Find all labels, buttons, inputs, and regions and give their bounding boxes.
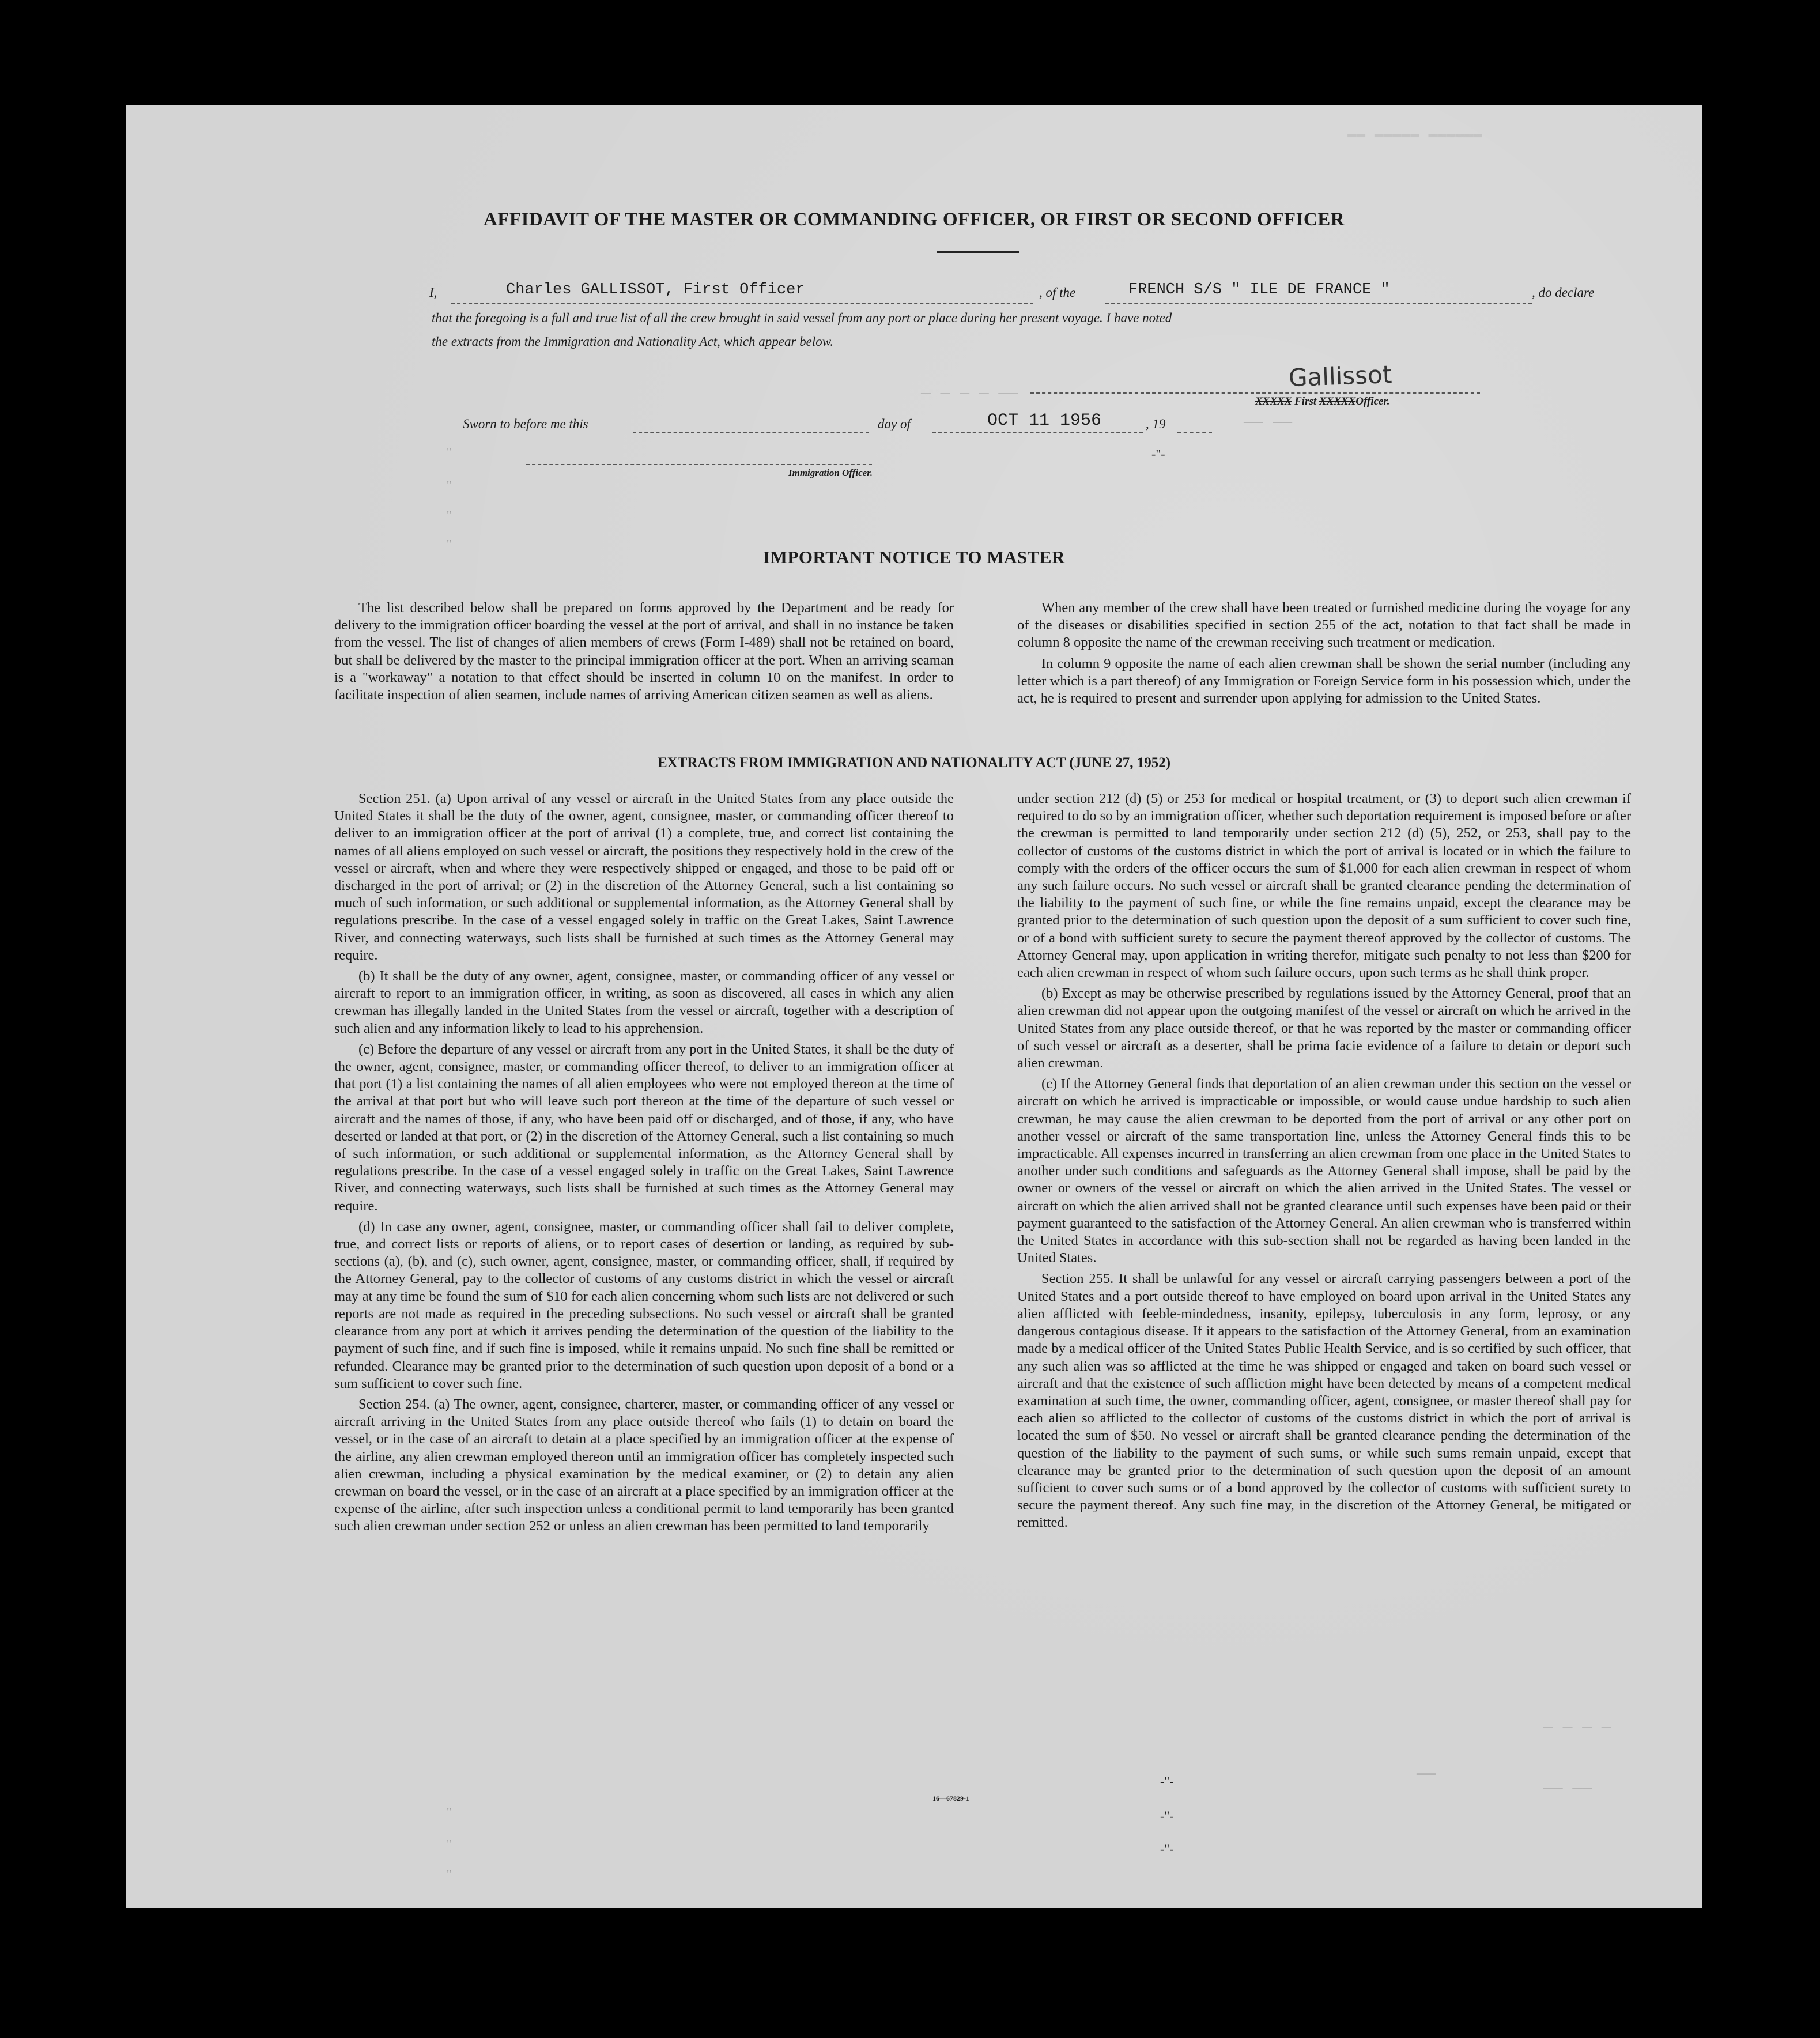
name-underline xyxy=(451,303,1033,304)
notice-left-column xyxy=(334,599,954,707)
act-paragraph: (b) It shall be the duty of any owner, agent, consignee, master, or commanding officer of any vessel or aircraft to report to an immigration officer, in writing, as soon as discovered, all cases in which any alien crewman has illegally landed in the United States from the vessel or aircraft, together with a description of such alien and any information likely to lead to his apprehension. xyxy=(334,968,954,1036)
sworn-date-line xyxy=(932,432,1143,433)
bleed-through-text: —— xyxy=(1417,1765,1436,1783)
notice-title: IMPORTANT NOTICE TO MASTER xyxy=(763,547,1065,567)
sworn-label: Sworn to before me this xyxy=(463,417,588,431)
vessel-name: FRENCH S/S " ILE DE FRANCE " xyxy=(1128,281,1390,299)
declarant-name: Charles GALLISSOT, First Officer xyxy=(506,281,805,299)
extracts-right-column xyxy=(1017,790,1631,1535)
act-paragraph: (c) If the Attorney General finds that deportation of an alien crewman under this section on the vessel or aircraft on which he arrived is impracticable or impossible, or would cause undue hardship to such alien crewman, he may cause the alien crewman to be deported from the port of arrival or any other port on another vessel or aircraft of the same transportation line, unless the Attorney General finds this to be impracticable. All expenses incurred in transferring an alien crewman from one place in the United States to another under such conditions and safeguards as the Attorney General shall impose, shall be paid by the owner or owners of the vessel or aircraft on which the alien arrived in the United States. The vessel or aircraft on which the alien arrived shall not be granted clearance until such expenses have been paid or their payment guaranteed to the satisfaction of the Attorney General. An alien crewman who is transferred within the United States in accordance with this sub-section shall not be regarded as having been landed in the United States. xyxy=(1017,1076,1631,1266)
vessel-underline xyxy=(1105,303,1532,304)
ditto-mark: " xyxy=(447,446,452,458)
immigration-officer-label: Immigration Officer. xyxy=(788,467,873,478)
act-paragraph: under section 212 (d) (5) or 253 for medical or hospital treatment, or (3) to deport such alien crewman if required to do so by an immigration officer, whether such deportation requirement is imposed before or after the crewman is permitted to land temporarily under section 212 (d) (5), 252, or 253, shall pay to the collector of customs of the customs district in which the port of arrival is located or in which the failure to comply with the orders of the officer occurs the sum of $1,000 for each alien crewman in respect of whom any such failure occurs. No such vessel or aircraft shall be granted clearance pending the determination of the liability to the payment of such fine, or while the fine remains unpaid, except the clearance may be granted prior to the determination of such question upon the deposit of a sum sufficient to cover such fine, or of a bond with sufficient surety to secure the payment thereof approved by the collector of customs. The Attorney General may, upon application in writing therefor, mitigate such penalty to not less than $200 for each alien crewman in respect of whom such failure occurs, upon such terms as he shall think proper. xyxy=(1017,791,1631,981)
ditto-mark: " xyxy=(447,479,452,492)
year-line xyxy=(1177,432,1212,433)
bleed-through-text: — — — — —— xyxy=(921,385,1018,403)
ditto-mark: " xyxy=(447,1868,452,1881)
declaration-line-2: that the foregoing is a full and true list of all the crew brought in said vessel from any port or place during her present voyage. I have noted xyxy=(432,311,1172,325)
ditto-mark: " xyxy=(447,538,452,550)
signature-line xyxy=(1030,392,1480,394)
act-paragraph: Section 251. (a) Upon arrival of any vessel or aircraft in the United States from any place outside the United States it shall be the duty of the owner, agent, consignee, master, or commanding officer thereof to deliver to an immigration officer at the port of arrival (1) a complete, true, and correct list containing the names of all aliens employed on such vessel or aircraft, the positions they respectively hold in the crew of the vessel or aircraft, when and where they were respectively shipped or engaged, and those to be paid off or discharged in the port of arrival; or (2) in the discretion of the Attorney General, such a list containing so much of such information, or such additional or supplemental information, as the Attorney General shall by regulations prescribe. In the case of a vessel engaged solely in traffic on the Great Lakes, Saint Lawrence River, and connecting waterways, such lists shall be furnished at such times as the Attorney General may require. xyxy=(334,791,954,963)
ditto-mark: " xyxy=(447,1837,452,1850)
struck-text: XXXXX xyxy=(1255,395,1292,407)
act-paragraph: Section 255. It shall be unlawful for any vessel or aircraft carrying passengers between a port of the United States and a port outside thereof to have employed on board upon arrival in the United States any alien afflicted with feeble-mindedness, insanity, epilepsy, tuberculosis in any form, leprosy, or any dangerous contagious disease. If it appears to the satisfaction of the Attorney General, from an examination made by a medical officer of the United States Public Health Service, and is so certified by such officer, that any such alien was so afflicted at the time he was shipped or engaged and taken on board such vessel or aircraft and that the existence of such affliction might have been detected by means of a competent medical examination at such time, the owner, commanding officer, agent, consignee, or master thereof shall pay for each alien so afflicted to the collector of customs of the customs district in which the port of arrival is located the sum of $50. No vessel or aircraft shall be granted clearance pending the determination of the question of the liability to the payment of such sums, or while such sums remain unpaid, except that clearance may be granted prior to the determination of such question upon the deposit of an amount sufficient to cover such sums or of a bond approved by the collector of customs with sufficient surety to secure the payment thereof. Any such fine may, in the discretion of the Attorney General, be mitigated or remitted. xyxy=(1017,1271,1631,1531)
declaration-line-3: the extracts from the Immigration and Nationality Act, which appear below. xyxy=(432,334,834,349)
immigration-officer-line xyxy=(526,464,872,465)
bleed-through-text: — — — — xyxy=(1543,1719,1611,1737)
extracts-left-column xyxy=(334,790,954,1539)
sworn-date: OCT 11 1956 xyxy=(987,411,1102,431)
ditto-dash: -"- xyxy=(1160,1841,1174,1856)
officer-signature: Gallissot xyxy=(1288,360,1393,392)
affidavit-title: AFFIDAVIT OF THE MASTER OR COMMANDING OFFICER, OR FIRST OR SECOND OFFICER xyxy=(483,209,1345,230)
act-paragraph: (b) Except as may be otherwise prescribed by regulations issued by the Attorney General, proof that an alien crewman did not appear upon the outgoing manifest of the vessel or aircraft on which he arrived in the United States from any place outside thereof, or that he was reported by the master or commanding officer of such vessel or aircraft as a deserter, shall be prima facie evidence of a failure to detain or deport such alien crewman. xyxy=(1017,986,1631,1071)
do-declare-label: , do declare xyxy=(1532,285,1595,300)
ditto-dash: -"- xyxy=(1151,447,1165,461)
ditto-dash: -"- xyxy=(1160,1774,1174,1788)
form-code: 16—67829-1 xyxy=(932,1794,969,1802)
signature-caption xyxy=(1255,395,1390,408)
bleed-through-text: —— —— xyxy=(1543,1780,1592,1798)
notice-paragraph: The list described below shall be prepared on forms approved by the Department and be ready for delivery to the immigration officer boarding the vessel at the port of arrival, and shall in no instance be taken from the vessel. The list of changes of alien members of crews (Form I-489) shall not be retained on board, but shall be delivered by the master to the principal immigration officer at the port. When an arriving seaman is a "workaway" a notation to that effect should be inserted in column 10 on the manifest. In order to facilitate inspection of alien seamen, include names of arriving American citizen seamen as well as aliens. xyxy=(334,600,954,703)
struck-text: XXXXX xyxy=(1319,395,1356,407)
bleed-through-text: —— —— xyxy=(1244,414,1293,432)
year-prefix: , 19 xyxy=(1146,417,1166,431)
notice-paragraph: When any member of the crew shall have been treated or furnished medicine during the voyage for any of the diseases or disabilities specified in section 255 of the act, notation to that fact shall be made in column 8 opposite the name of the crewman receiving such treatment or medication. xyxy=(1017,600,1631,651)
title-rule xyxy=(937,251,1019,253)
act-paragraph: Section 254. (a) The owner, agent, consignee, charterer, master, or commanding officer of any vessel or aircraft arriving in the United States from any place outside thereof who fails (1) to detain on board the vessel, or in the case of an aircraft to detain at a place specified by an immigration officer at the expense of the airline, any alien crewman employed thereon until an immigration officer has completely inspected such alien crewman, including a physical examination by the medical examiner, or (2) to detain any alien crewman on board the vessel, or in the case of an aircraft at a place specified by an immigration officer at the expense of the airline, after such inspection unless a conditional permit to land temporarily has been granted such alien crewman under section 252 or unless an alien crewman has been permitted to land temporarily xyxy=(334,1396,954,1534)
ditto-mark: " xyxy=(447,509,452,522)
of-the-label: , of the xyxy=(1039,285,1076,300)
declaration-prefix: I, xyxy=(429,285,437,300)
notice-right-column xyxy=(1017,599,1631,711)
document-page xyxy=(126,105,1702,1908)
ditto-dash: -"- xyxy=(1160,1809,1174,1823)
act-paragraph: (d) In case any owner, agent, consignee, master, or commanding officer shall fail to deliver complete, true, and correct lists or reports of aliens, or to report cases of desertion or landing, as required by sub-sections (a), (b), and (c), such owner, agent, consignee, master, or commanding officer, shall, if required by the Attorney General, pay to the collector of customs of any customs district in which the vessel or aircraft may at any time be found the sum of $10 for each alien concerning whom such lists are not delivered or such reports are not made as required in the preceding subsections. No such vessel or aircraft shall be granted clearance from any port at which it arrives pending the determination of the question of the liability to the payment of such fine, and if such fine is imposed, while it remains unpaid. No such fine shall be remitted or refunded. Clearance may be granted prior to the determination of such question upon deposit of a bond or a sum sufficient to cover such fine. xyxy=(334,1218,954,1391)
bleed-through-text: ▬▬ ▬▬▬▬▬ ▬▬▬▬▬▬ xyxy=(1347,125,1483,142)
act-paragraph: (c) Before the departure of any vessel or aircraft from any port in the United States, it shall be the duty of the owner, agent, consignee, master, or commanding officer thereof, to deliver to an immigration officer at that port (1) a list containing the names of all alien employees who were not employed thereon at the time of the arrival at that port but who will leave such port thereon at the time of the departure of such vessel or aircraft and the names of those, if any, who have been paid off or discharged, and of those, if any, who have deserted or landed at that port, or (2) in the discretion of the Attorney General, such a list containing so much of such information, or such additional or supplemental information, as the Attorney General shall by regulations prescribe. In the case of a vessel engaged solely in traffic on the Great Lakes, Saint Lawrence River, and connecting waterways, such lists shall be furnished at such times as the Attorney General may require. xyxy=(334,1041,954,1214)
first-label: First xyxy=(1294,395,1317,407)
day-of-label: day of xyxy=(878,417,911,431)
ditto-mark: " xyxy=(447,1806,452,1818)
notice-paragraph: In column 9 opposite the name of each alien crewman shall be shown the serial number (including any letter which is a part thereof) of any Immigration or Foreign Service form in his possession which, under the act, he is required to present and surrender upon applying for admission to the United States. xyxy=(1017,655,1631,707)
extracts-title: EXTRACTS FROM IMMIGRATION AND NATIONALITY ACT (JUNE 27, 1952) xyxy=(657,755,1171,771)
officer-label: Officer. xyxy=(1355,395,1390,407)
sworn-day-line xyxy=(633,432,869,433)
